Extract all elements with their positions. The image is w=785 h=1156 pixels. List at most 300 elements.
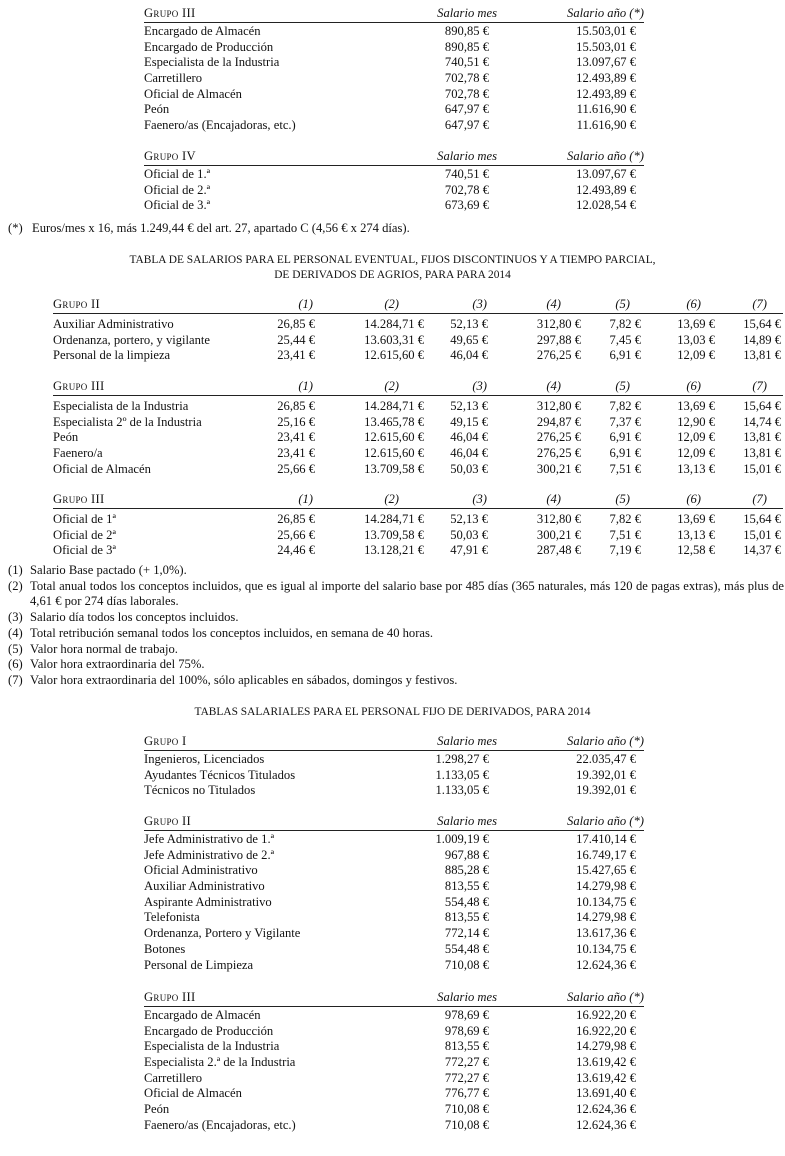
table-row (53, 348, 783, 364)
cell-3: 49,15 € (450, 414, 488, 429)
row-salario-mes: 1.133,05 € (435, 767, 489, 782)
col-header-5: (5) (615, 297, 630, 311)
col-header-4: (4) (546, 297, 561, 311)
notes-list (8, 563, 784, 689)
row-salario-ano: 16.922,20 € (576, 1023, 636, 1038)
cell-2: 12.615,60 € (364, 348, 424, 363)
row-name: Carretillero (144, 1070, 203, 1085)
table-row (144, 183, 644, 199)
cell-1: 26,85 € (277, 317, 315, 331)
col-header-salario-mes: Salario mes (437, 6, 497, 20)
table-body (144, 831, 644, 973)
table-row (144, 1008, 644, 1024)
caption-line-2: DE DERIVADOS DE AGRIOS, PARA PARA 2014 (274, 269, 511, 281)
row-name: Oficial de 1ª (53, 512, 116, 526)
group-label: Grupo II (53, 297, 101, 311)
row-salario-ano: 14.279,98 € (576, 1039, 636, 1054)
cell-1: 25,44 € (277, 332, 315, 347)
table-row (144, 1024, 644, 1040)
cell-3: 50,03 € (450, 527, 488, 542)
row-salario-ano: 13.619,42 € (576, 1055, 636, 1070)
table-row (144, 863, 644, 879)
cell-5: 6,91 € (609, 430, 641, 445)
row-salario-mes: 702,78 € (444, 182, 489, 197)
table-row (53, 415, 783, 431)
table-row (144, 910, 644, 926)
row-name: Faenero/a (53, 446, 103, 461)
row-name: Faenero/as (Encajadoras, etc.) (144, 1117, 296, 1132)
row-salario-ano: 22.035,47 € (576, 752, 636, 766)
row-name: Peón (53, 430, 79, 445)
row-salario-ano: 13.691,40 € (576, 1086, 636, 1101)
row-name: Especialista 2.ª de la Industria (144, 1055, 296, 1070)
row-salario-ano: 11.616,90 € (576, 102, 636, 117)
row-name: Ingenieros, Licenciados (144, 752, 265, 766)
note-number: (3) (8, 610, 23, 625)
col-header-salario-ano: Salario año (*) (567, 990, 644, 1004)
row-salario-mes: 978,69 € (444, 1008, 489, 1022)
row-name: Ayudantes Técnicos Titulados (144, 767, 296, 782)
cell-7: 13,81 € (743, 446, 781, 461)
cell-2: 14.284,71 € (364, 512, 424, 526)
cell-6: 12,09 € (677, 446, 715, 461)
row-name: Encargado de Producción (144, 1023, 274, 1038)
table-header (144, 989, 644, 1007)
row-name: Oficial de 3ª (53, 543, 116, 558)
row-name: Técnicos no Titulados (144, 783, 256, 798)
row-name: Peón (144, 102, 170, 117)
row-name: Oficial de 3.ª (144, 198, 211, 213)
cell-2: 13.603,31 € (364, 332, 424, 347)
row-name: Especialista de la Industria (53, 399, 189, 413)
row-salario-mes: 978,69 € (444, 1023, 489, 1038)
cell-1: 25,16 € (277, 414, 315, 429)
cell-6: 13,69 € (677, 317, 715, 331)
table-row (144, 87, 644, 103)
col-header-3: (3) (472, 297, 487, 311)
row-salario-mes: 772,27 € (444, 1070, 489, 1085)
cell-3: 52,13 € (450, 512, 488, 526)
cell-6: 13,03 € (677, 332, 715, 347)
row-name: Especialista de la Industria (144, 1039, 280, 1054)
row-name: Oficial de 2ª (53, 527, 116, 542)
table-body (53, 396, 783, 477)
table-header (53, 296, 783, 314)
cell-3: 50,03 € (450, 461, 488, 476)
note-item (8, 610, 784, 626)
cell-6: 12,90 € (677, 414, 715, 429)
cell-7: 13,81 € (743, 430, 781, 445)
note-item (8, 642, 784, 658)
row-salario-mes: 554,48 € (444, 894, 489, 909)
row-name: Jefe Administrativo de 2.ª (144, 847, 275, 862)
cell-5: 7,37 € (609, 414, 641, 429)
cell-1: 26,85 € (277, 399, 315, 413)
row-salario-ano: 11.616,90 € (576, 118, 636, 133)
note-item (8, 673, 784, 689)
note-number: (7) (8, 672, 23, 687)
cell-1: 25,66 € (277, 461, 315, 476)
row-salario-ano: 16.749,17 € (576, 847, 636, 862)
table-row (53, 446, 783, 462)
salary-table-top-grupo-iv (144, 148, 644, 214)
row-salario-ano: 12.493,89 € (576, 71, 636, 86)
table-row (53, 462, 783, 478)
table-row (144, 1055, 644, 1071)
table-header (144, 148, 644, 166)
cell-2: 13.709,58 € (364, 527, 424, 542)
cell-5: 7,45 € (609, 332, 641, 347)
row-salario-mes: 740,51 € (444, 55, 489, 70)
cell-6: 13,69 € (677, 512, 715, 526)
table-row (53, 399, 783, 415)
col-header-2: (2) (384, 297, 399, 311)
cell-3: 46,04 € (450, 348, 488, 363)
row-salario-mes: 885,28 € (444, 863, 489, 878)
row-salario-mes: 673,69 € (444, 198, 489, 213)
cell-4: 294,87 € (536, 414, 581, 429)
table-row (144, 832, 644, 848)
row-salario-ano: 10.134,75 € (576, 894, 636, 909)
note-text: Valor hora normal de trabajo. (30, 641, 178, 656)
note-text: Total retribución semanal todos los conceptos incluidos, en semana de 40 horas. (30, 625, 434, 640)
row-name: Personal de la limpieza (53, 348, 171, 363)
row-name: Especialista de la Industria (144, 55, 280, 70)
cell-4: 287,48 € (536, 543, 581, 558)
table-body (53, 314, 783, 364)
row-salario-mes: 813,55 € (444, 1039, 489, 1054)
col-header-4: (4) (546, 379, 561, 393)
col-header-5: (5) (615, 492, 630, 506)
cell-4: 312,80 € (536, 317, 581, 331)
row-salario-ano: 19.392,01 € (576, 783, 636, 798)
cell-6: 13,69 € (677, 399, 715, 413)
table-row (144, 1118, 644, 1134)
col-header-3: (3) (472, 492, 487, 506)
table-row (144, 24, 644, 40)
note-number: (2) (8, 578, 23, 593)
row-salario-mes: 776,77 € (444, 1086, 489, 1101)
row-salario-ano: 12.624,36 € (576, 1102, 636, 1117)
note-text: Valor hora extraordinaria del 100%, sólo aplicables en sábados, domingos y festivos. (30, 672, 458, 687)
row-salario-ano: 14.279,98 € (576, 910, 636, 925)
row-salario-mes: 702,78 € (444, 71, 489, 86)
row-name: Telefonista (144, 910, 200, 925)
fijo-table-grupo-i (144, 733, 644, 799)
cell-1: 24,46 € (277, 543, 315, 558)
note-number: (1) (8, 563, 23, 577)
row-salario-ano: 15.427,65 € (576, 863, 636, 878)
cell-2: 14.284,71 € (364, 317, 424, 331)
group-label: Grupo III (144, 6, 196, 20)
table-row (53, 317, 783, 333)
note-number: (4) (8, 625, 23, 640)
fijo-table-grupo-ii (144, 813, 644, 973)
cell-4: 276,25 € (536, 348, 581, 363)
row-salario-ano: 10.134,75 € (576, 941, 636, 956)
eventual-table-grupo-iii-b (53, 491, 783, 559)
row-salario-ano: 15.503,01 € (576, 24, 636, 38)
table-body (144, 1007, 644, 1134)
cell-7: 15,64 € (743, 399, 781, 413)
row-name: Encargado de Almacén (144, 1008, 261, 1022)
col-header-salario-ano: Salario año (*) (567, 149, 644, 163)
col-header-salario-ano: Salario año (*) (567, 814, 644, 828)
row-salario-mes: 890,85 € (444, 24, 489, 38)
table-row (53, 512, 783, 528)
cell-2: 13.128,21 € (364, 543, 424, 558)
note-text: Valor hora extraordinaria del 75%. (30, 657, 205, 672)
col-header-4: (4) (546, 492, 561, 506)
cell-6: 12,09 € (677, 430, 715, 445)
table-row (144, 71, 644, 87)
table-row (144, 198, 644, 214)
row-name: Encargado de Almacén (144, 24, 261, 38)
note-item (8, 657, 784, 673)
col-header-7: (7) (752, 379, 767, 393)
row-name: Jefe Administrativo de 1.ª (144, 832, 275, 846)
cell-4: 276,25 € (536, 446, 581, 461)
row-name: Ordenanza, portero, y vigilante (53, 332, 211, 347)
footnote-asterisk (8, 221, 784, 237)
row-salario-mes: 710,08 € (444, 957, 489, 972)
cell-7: 13,81 € (743, 348, 781, 363)
row-name: Botones (144, 941, 186, 956)
note-text: Salario día todos los conceptos incluidos. (30, 610, 239, 625)
cell-3: 49,65 € (450, 332, 488, 347)
caption-line-1: TABLA DE SALARIOS PARA EL PERSONAL EVENTUAL, FIJOS DISCONTINUOS Y A TIEMPO PARCIAL, (129, 254, 656, 266)
note-item (8, 579, 784, 610)
cell-4: 300,21 € (536, 527, 581, 542)
section-caption-eventual (0, 253, 785, 283)
cell-7: 15,01 € (743, 527, 781, 542)
note-item (8, 626, 784, 642)
row-salario-mes: 813,55 € (444, 910, 489, 925)
fijo-table-grupo-iii (144, 989, 644, 1134)
col-header-1: (1) (298, 379, 313, 393)
cell-1: 23,41 € (277, 446, 315, 461)
row-salario-mes: 710,08 € (444, 1117, 489, 1132)
cell-1: 23,41 € (277, 348, 315, 363)
row-name: Aspirante Administrativo (144, 894, 272, 909)
col-header-salario-mes: Salario mes (437, 814, 497, 828)
salary-table-top-grupo-iii (144, 5, 644, 134)
cell-2: 14.284,71 € (364, 399, 424, 413)
col-header-1: (1) (298, 492, 313, 506)
cell-4: 312,80 € (536, 399, 581, 413)
table-header (53, 378, 783, 396)
col-header-2: (2) (384, 492, 399, 506)
cell-5: 7,51 € (609, 527, 641, 542)
row-salario-ano: 13.097,67 € (576, 167, 636, 181)
col-header-7: (7) (752, 492, 767, 506)
footnote-marker: (*) (8, 221, 23, 235)
row-name: Auxiliar Administrativo (53, 317, 174, 331)
cell-1: 23,41 € (277, 430, 315, 445)
cell-1: 25,66 € (277, 527, 315, 542)
table-row (144, 1071, 644, 1087)
table-row (144, 895, 644, 911)
table-row (53, 543, 783, 559)
note-number: (6) (8, 657, 23, 672)
row-salario-ano: 12.624,36 € (576, 1117, 636, 1132)
cell-1: 26,85 € (277, 512, 315, 526)
table-row (144, 102, 644, 118)
table-row (144, 783, 644, 799)
col-header-salario-mes: Salario mes (437, 734, 497, 748)
row-salario-ano: 19.392,01 € (576, 767, 636, 782)
row-salario-ano: 13.617,36 € (576, 926, 636, 941)
row-salario-ano: 13.619,42 € (576, 1070, 636, 1085)
table-row (144, 768, 644, 784)
cell-7: 15,64 € (743, 317, 781, 331)
row-salario-ano: 15.503,01 € (576, 39, 636, 54)
row-salario-mes: 647,97 € (444, 102, 489, 117)
table-row (144, 879, 644, 895)
col-header-3: (3) (472, 379, 487, 393)
table-header (144, 733, 644, 751)
col-header-6: (6) (686, 492, 701, 506)
row-name: Oficial de 1.ª (144, 167, 211, 181)
table-row (144, 1086, 644, 1102)
row-name: Carretillero (144, 71, 203, 86)
row-name: Oficial de 2.ª (144, 182, 211, 197)
col-header-6: (6) (686, 379, 701, 393)
group-label: Grupo II (144, 814, 192, 828)
row-salario-mes: 1.009,19 € (435, 832, 489, 846)
note-number: (5) (8, 641, 23, 656)
cell-2: 13.465,78 € (364, 414, 424, 429)
cell-7: 14,74 € (743, 414, 781, 429)
row-salario-mes: 813,55 € (444, 879, 489, 894)
eventual-table-grupo-iii-a (53, 378, 783, 477)
group-label: Grupo III (144, 990, 196, 1004)
table-row (144, 942, 644, 958)
group-label: Grupo III (53, 379, 105, 393)
cell-5: 6,91 € (609, 446, 641, 461)
col-header-5: (5) (615, 379, 630, 393)
table-row (144, 1039, 644, 1055)
row-name: Ordenanza, Portero y Vigilante (144, 926, 301, 941)
table-row (144, 40, 644, 56)
group-label: Grupo III (53, 492, 105, 506)
table-body (144, 23, 644, 134)
note-text: Salario Base pactado (+ 1,0%). (30, 563, 187, 577)
group-label: Grupo I (144, 734, 187, 748)
row-name: Faenero/as (Encajadoras, etc.) (144, 118, 296, 133)
footnote-text: Euros/mes x 16, más 1.249,44 € del art. 27, apartado C (4,56 € x 274 días). (32, 221, 410, 235)
cell-3: 52,13 € (450, 399, 488, 413)
col-header-salario-mes: Salario mes (437, 990, 497, 1004)
table-row (53, 430, 783, 446)
table-row (144, 958, 644, 974)
cell-3: 47,91 € (450, 543, 488, 558)
table-header (144, 5, 644, 23)
table-header (53, 491, 783, 509)
cell-3: 46,04 € (450, 446, 488, 461)
row-salario-ano: 12.493,89 € (576, 182, 636, 197)
note-item (8, 563, 784, 579)
cell-6: 12,58 € (677, 543, 715, 558)
group-label: Grupo IV (144, 149, 196, 163)
cell-6: 13,13 € (677, 527, 715, 542)
cell-7: 14,89 € (743, 332, 781, 347)
cell-2: 12.615,60 € (364, 430, 424, 445)
row-salario-mes: 967,88 € (444, 847, 489, 862)
col-header-7: (7) (752, 297, 767, 311)
table-body (53, 509, 783, 559)
cell-3: 46,04 € (450, 430, 488, 445)
cell-4: 276,25 € (536, 430, 581, 445)
cell-5: 7,82 € (609, 399, 641, 413)
row-salario-mes: 1.133,05 € (435, 783, 489, 798)
row-salario-ano: 12.624,36 € (576, 957, 636, 972)
cell-6: 12,09 € (677, 348, 715, 363)
cell-7: 15,64 € (743, 512, 781, 526)
col-header-salario-ano: Salario año (*) (567, 734, 644, 748)
row-name: Especialista 2º de la Industria (53, 414, 202, 429)
col-header-1: (1) (298, 297, 313, 311)
cell-5: 7,82 € (609, 317, 641, 331)
row-name: Personal de Limpieza (144, 957, 254, 972)
cell-7: 15,01 € (743, 461, 781, 476)
row-salario-ano: 14.279,98 € (576, 879, 636, 894)
row-name: Oficial de Almacén (144, 1086, 242, 1101)
table-row (144, 752, 644, 768)
row-salario-mes: 890,85 € (444, 39, 489, 54)
note-text: Total anual todos los conceptos incluidos, que es igual al importe del salario base por 485 días (365 naturales, más 120 de pagas extras), más plus de 4,61 € por 274 días laborales. (30, 578, 784, 609)
section-caption-fijo: TABLAS SALARIALES PARA EL PERSONAL FIJO DE DERIVADOS, PARA 2014 (194, 706, 591, 718)
row-salario-mes: 1.298,27 € (435, 752, 489, 766)
row-salario-mes: 710,08 € (444, 1102, 489, 1117)
table-body (144, 166, 644, 214)
row-salario-mes: 702,78 € (444, 86, 489, 101)
cell-2: 13.709,58 € (364, 461, 424, 476)
row-salario-ano: 17.410,14 € (576, 832, 636, 846)
eventual-table-grupo-ii (53, 296, 783, 364)
row-name: Encargado de Producción (144, 39, 274, 54)
cell-5: 6,91 € (609, 348, 641, 363)
table-row (144, 926, 644, 942)
row-salario-ano: 13.097,67 € (576, 55, 636, 70)
cell-4: 300,21 € (536, 461, 581, 476)
table-header (144, 813, 644, 831)
table-row (144, 848, 644, 864)
row-salario-mes: 647,97 € (444, 118, 489, 133)
cell-3: 52,13 € (450, 317, 488, 331)
table-row (144, 118, 644, 134)
table-row (53, 333, 783, 349)
row-salario-mes: 740,51 € (444, 167, 489, 181)
row-name: Oficial de Almacén (144, 86, 242, 101)
col-header-2: (2) (384, 379, 399, 393)
cell-7: 14,37 € (743, 543, 781, 558)
row-salario-mes: 554,48 € (444, 941, 489, 956)
row-name: Oficial Administrativo (144, 863, 258, 878)
table-row (144, 1102, 644, 1118)
cell-5: 7,51 € (609, 461, 641, 476)
row-salario-ano: 12.028,54 € (576, 198, 636, 213)
row-name: Oficial de Almacén (53, 461, 151, 476)
col-header-salario-ano: Salario año (*) (567, 6, 644, 20)
table-row (144, 55, 644, 71)
row-salario-ano: 16.922,20 € (576, 1008, 636, 1022)
cell-5: 7,82 € (609, 512, 641, 526)
table-body (144, 751, 644, 799)
cell-6: 13,13 € (677, 461, 715, 476)
row-name: Auxiliar Administrativo (144, 879, 265, 894)
cell-4: 312,80 € (536, 512, 581, 526)
